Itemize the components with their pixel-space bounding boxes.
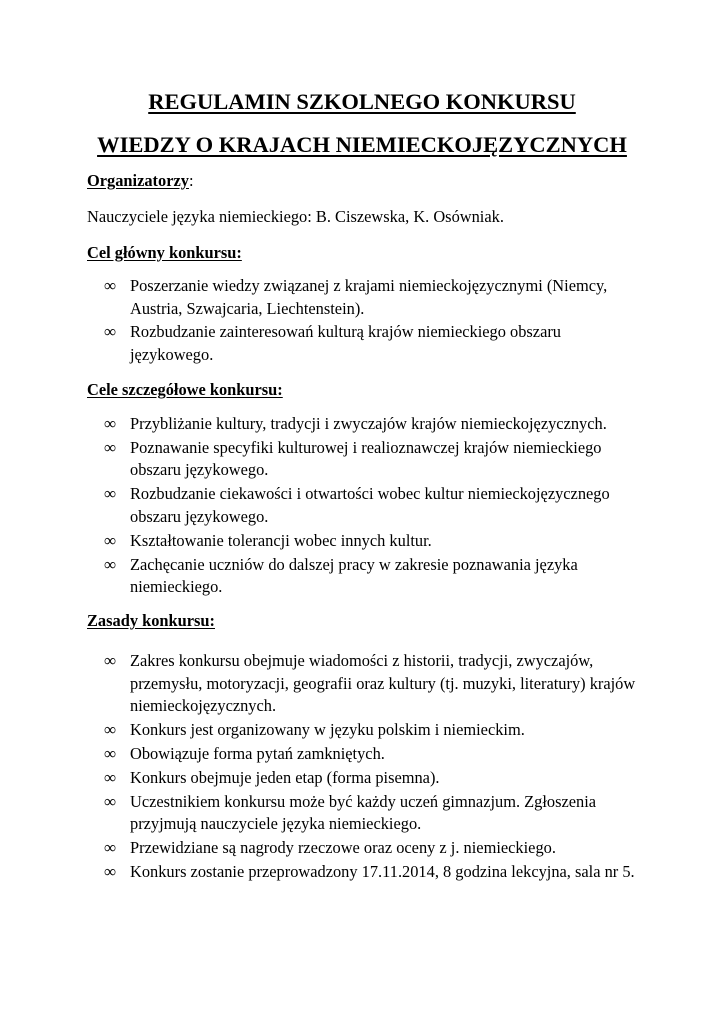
list-item-text: Konkurs zostanie przeprowadzony 17.11.2014, 8 godzina lekcyjna, sala nr 5. xyxy=(130,862,635,882)
organizers-text: Nauczyciele języka niemieckiego: B. Ciszewska, K. Osówniak. xyxy=(87,207,504,226)
list-item xyxy=(87,791,639,836)
organizers-heading-colon: : xyxy=(188,171,194,190)
rules-heading-label: Zasady konkursu: xyxy=(87,611,215,630)
list-item xyxy=(87,719,639,742)
list-item-text: Przybliżanie kultury, tradycji i zwyczajów krajów niemieckojęzycznych. xyxy=(130,414,607,433)
list-item-text: Poszerzanie wiedzy związanej z krajami niemieckojęzycznymi (Niemcy, Austria, Szwajcaria, Liechtenstein). xyxy=(130,276,608,318)
infinity-bullet-icon: ∞ xyxy=(104,276,117,295)
list-item-text: Zakres konkursu obejmuje wiadomości z historii, tradycji, zwyczajów, przemysłu, motoryzacji, geografii oraz kultury (tj. muzyki, literatury) krajów niemieckojęzycznych. xyxy=(130,651,636,716)
list-item-text: Obowiązuje forma pytań zamkniętych. xyxy=(130,743,385,763)
list-item-text: Rozbudzanie zainteresowań kulturą krajów niemieckiego obszaru językowego. xyxy=(130,322,561,365)
infinity-bullet-icon: ∞ xyxy=(104,838,117,858)
rules-heading xyxy=(87,610,215,632)
infinity-bullet-icon: ∞ xyxy=(104,554,117,574)
infinity-bullet-icon: ∞ xyxy=(104,720,117,740)
list-item xyxy=(87,837,639,860)
list-item-text: Konkurs jest organizowany w języku polskim i niemieckim. xyxy=(130,720,525,740)
list-item-text: Rozbudzanie ciekawości i otwartości wobec kultur niemieckojęzycznego obszaru językowego. xyxy=(130,484,610,526)
document-title: REGULAMIN SZKOLNEGO KONKURSU xyxy=(148,89,576,114)
list-item xyxy=(87,413,639,436)
main-goal-list xyxy=(87,275,639,368)
detailed-goals-heading-label: Cele szczegółowe konkursu: xyxy=(87,380,283,399)
list-item xyxy=(87,437,639,482)
infinity-bullet-icon: ∞ xyxy=(104,414,117,433)
list-item-text: Uczestnikiem konkursu może być każdy uczeń gimnazjum. Zgłoszenia przyjmują nauczyciele języka niemieckiego. xyxy=(130,791,597,834)
list-item xyxy=(87,321,639,366)
infinity-bullet-icon: ∞ xyxy=(104,484,117,504)
list-item xyxy=(87,767,639,790)
infinity-bullet-icon: ∞ xyxy=(104,743,117,763)
rules-list xyxy=(87,650,639,885)
infinity-bullet-icon: ∞ xyxy=(104,862,117,882)
list-item xyxy=(87,483,639,528)
infinity-bullet-icon: ∞ xyxy=(104,767,117,787)
list-item-text: Przewidziane są nagrody rzeczowe oraz oceny z j. niemieckiego. xyxy=(130,838,556,858)
infinity-bullet-icon: ∞ xyxy=(104,651,117,670)
organizers-heading-label: Organizatorzy xyxy=(87,171,189,190)
detailed-goals-list xyxy=(87,413,639,600)
list-item xyxy=(87,530,639,553)
list-item xyxy=(87,275,639,320)
list-item xyxy=(87,554,639,599)
infinity-bullet-icon: ∞ xyxy=(104,437,117,457)
list-item xyxy=(87,743,639,766)
main-goal-heading xyxy=(87,242,242,264)
list-item xyxy=(87,650,639,718)
list-item xyxy=(87,861,639,884)
main-goal-heading-label: Cel główny konkursu: xyxy=(87,243,242,262)
list-item-text: Zachęcanie uczniów do dalszej pracy w zakresie poznawania języka niemieckiego. xyxy=(130,554,578,597)
list-item-text: Konkurs obejmuje jeden etap (forma pisemna). xyxy=(130,767,440,787)
list-item-text: Kształtowanie tolerancji wobec innych kultur. xyxy=(130,530,432,550)
organizers-heading xyxy=(87,170,194,192)
infinity-bullet-icon: ∞ xyxy=(104,530,117,550)
infinity-bullet-icon: ∞ xyxy=(104,322,117,342)
infinity-bullet-icon: ∞ xyxy=(104,791,117,811)
list-item-text: Poznawanie specyfiki kulturowej i realioznawczej krajów niemieckiego obszaru językowego. xyxy=(130,437,602,480)
document-subtitle: WIEDZY O KRAJACH NIEMIECKOJĘZYCZNYCH xyxy=(97,132,627,157)
detailed-goals-heading xyxy=(87,379,283,401)
